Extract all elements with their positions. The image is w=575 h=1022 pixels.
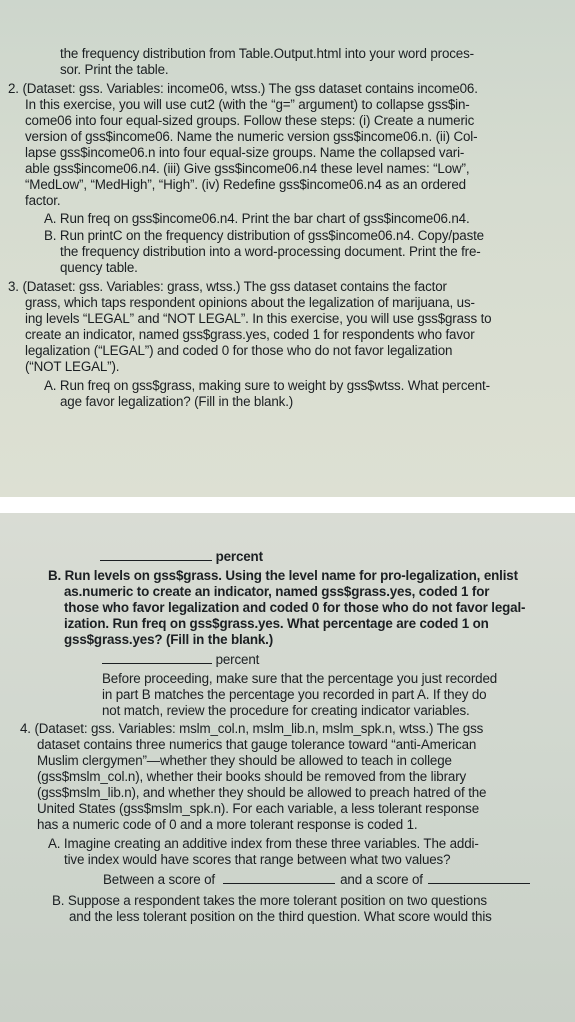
text-line: (“NOT LEGAL”). <box>25 359 120 374</box>
text-line: factor. <box>25 193 61 208</box>
text-line: create an indicator, named gss$grass.yes, coded 1 for respondents who favor <box>25 327 475 342</box>
text-line: dataset contains three numerics that gauge tolerance toward “anti-American <box>37 737 477 752</box>
bottom-page-photo <box>0 513 575 1022</box>
text-line: has a numeric code of 0 and a more tolerant response is coded 1. <box>37 817 418 832</box>
text-line: ization. Run freq on gss$grass.yes. What percentage are coded 1 on <box>64 616 489 631</box>
answer-blank[interactable] <box>102 651 212 664</box>
text-line: the frequency distribution into a word-processing document. Print the fre- <box>60 244 481 259</box>
text-line: quency table. <box>60 260 138 275</box>
percent-label: percent <box>215 652 260 667</box>
text-line: those who favor legalization and coded 0 for those who do not favor legal- <box>64 600 526 615</box>
text-line: sor. Print the table. <box>60 62 169 77</box>
part-b-text: B. Suppose a respondent takes the more tolerant position on two questions <box>52 893 487 908</box>
question-3-heading: 3. (Dataset: gss. Variables: grass, wtss.) The gss dataset contains the factor <box>8 279 447 294</box>
answer-blank-row-2 <box>102 651 259 668</box>
text-line: and the less tolerant position on the third question. What score would this <box>69 909 492 924</box>
between-label: Between a score of <box>103 872 215 887</box>
text-line: In this exercise, you will use cut2 (with the “g=” argument) to collapse gss$in- <box>25 97 470 112</box>
text-line: legalization (“LEGAL”) and coded 0 for those who do not favor legalization <box>25 343 453 358</box>
text-line: not match, review the procedure for creating indicator variables. <box>102 703 470 718</box>
text-line: United States (gss$mslm_spk.n). For each variable, a less tolerant response <box>37 801 480 816</box>
score-range-row <box>103 871 530 888</box>
text-line: “MedLow”, “MedHigh”, “High”. (iv) Redefine gss$income06.n4 as an ordered <box>25 177 466 192</box>
score-max-blank[interactable] <box>428 871 530 884</box>
part-b-text: B. Run printC on the frequency distribution of gss$income06.n4. Copy/paste <box>44 228 484 243</box>
text-line: come06 into four equal-sized groups. Follow these steps: (i) Create a numeric <box>25 113 475 128</box>
part-a-text: A. Imagine creating an additive index from these three variables. The addi- <box>48 836 479 851</box>
question-4-heading: 4. (Dataset: gss. Variables: mslm_col.n, mslm_lib.n, mslm_spk.n, wtss.) The gss <box>20 721 484 736</box>
part-a-text: A. Run freq on gss$income06.n4. Print the bar chart of gss$income06.n4. <box>44 211 470 226</box>
text-line: age favor legalization? (Fill in the blank.) <box>60 394 294 409</box>
part-b-text: B. Run levels on gss$grass. Using the level name for pro-legalization, enlist <box>48 568 518 583</box>
top-page-photo <box>0 0 575 497</box>
percent-label: percent <box>215 549 263 564</box>
answer-blank-row-1 <box>100 548 263 565</box>
text-line: grass, which taps respondent opinions about the legalization of marijuana, us- <box>25 295 475 310</box>
text-line: version of gss$income06. Name the numeric version gss$income06.n. (ii) Col- <box>25 129 478 144</box>
text-line: able gss$income06.n4. (iii) Give gss$income06.n4 these level names: “Low”, <box>25 161 470 176</box>
text-line: (gss$mslm_lib.n), and whether they should be allowed to preach hatred of the <box>37 785 487 800</box>
text-line: the frequency distribution from Table.Output.html into your word proces- <box>60 46 474 61</box>
text-line: as.numeric to create an indicator, named gss$grass.yes, coded 1 for <box>64 584 490 599</box>
text-line: (gss$mslm_col.n), whether their books should be removed from the library <box>37 769 467 784</box>
text-line: in part B matches the percentage you recorded in part A. If they do <box>102 687 487 702</box>
text-line: Before proceeding, make sure that the percentage you just recorded <box>102 671 498 686</box>
question-2-heading: 2. (Dataset: gss. Variables: income06, wtss.) The gss dataset contains income06. <box>8 81 478 96</box>
score-min-blank[interactable] <box>223 871 335 884</box>
and-label: and a score of <box>340 872 423 887</box>
part-a-text: A. Run freq on gss$grass, making sure to weight by gss$wtss. What percent- <box>44 378 490 393</box>
text-line: gss$grass.yes? (Fill in the blank.) <box>64 632 274 647</box>
answer-blank[interactable] <box>100 548 212 561</box>
text-line: lapse gss$income06.n into four equal-size groups. Name the collapsed vari- <box>25 145 465 160</box>
text-line: tive index would have scores that range between what two values? <box>64 852 451 867</box>
text-line: ing levels “LEGAL” and “NOT LEGAL”. In this exercise, you will use gss$grass to <box>25 311 492 326</box>
text-line: Muslim clergymen”—whether they should be allowed to teach in college <box>37 753 452 768</box>
